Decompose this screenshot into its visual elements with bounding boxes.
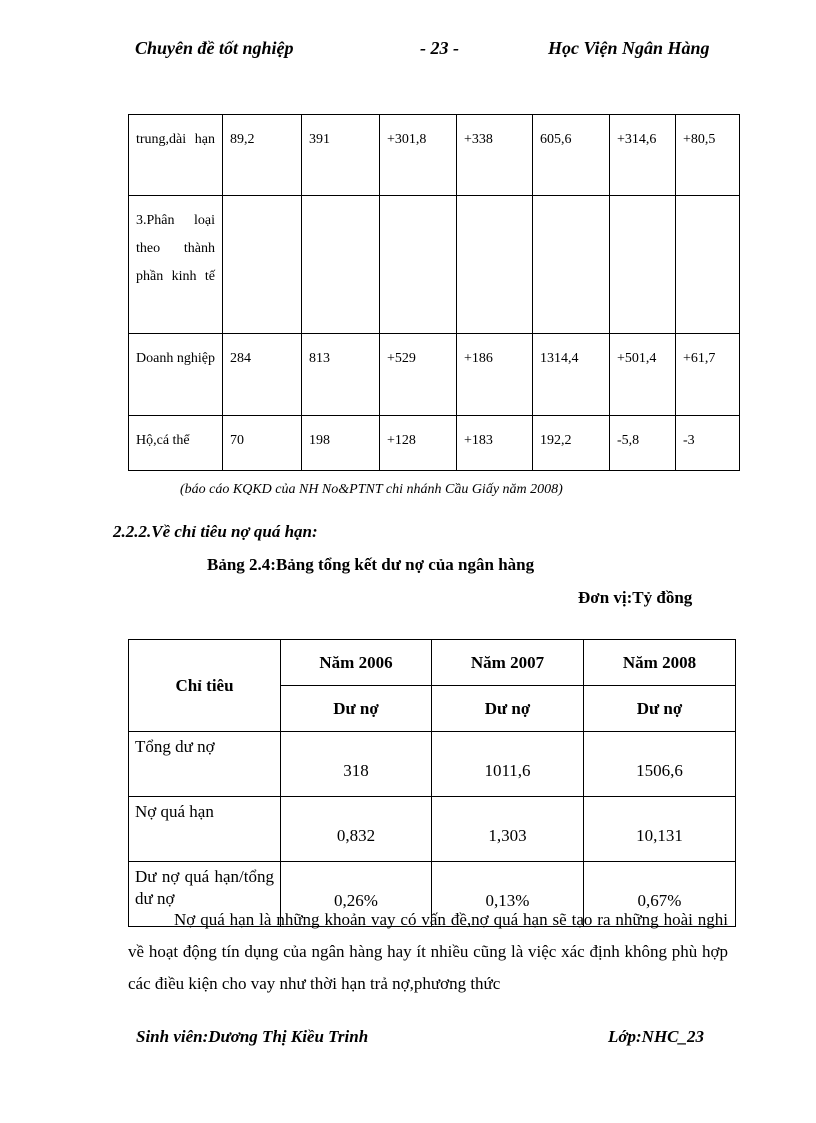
column-header-indicator: Chỉ tiêu	[129, 640, 281, 732]
table-cell: 813	[302, 334, 380, 416]
table-cell	[380, 196, 457, 334]
section-heading: 2.2.2.Về chỉ tiêu nợ quá hạn:	[113, 522, 318, 541]
table-cell: +183	[457, 416, 533, 471]
table-cell: 284	[223, 334, 302, 416]
unit-label: Đơn vị:Tỷ đồng	[578, 588, 693, 607]
table-title: Bảng 2.4:Bảng tổng kết dư nợ của ngân hàng	[207, 555, 535, 574]
table-cell: +128	[380, 416, 457, 471]
table-cell: 0,67%	[584, 862, 736, 927]
table-cell	[457, 196, 533, 334]
header-document-title: Chuyên đề tốt nghiệp	[135, 38, 294, 58]
table-cell: 391	[302, 115, 380, 196]
source-note: (báo cáo KQKD của NH No&PTNT chi nhánh Cầu Giấy năm 2008)	[180, 482, 563, 497]
paragraph-text: Nợ quá hạn là những khoản vay có vấn đề,nợ quá hạn sẽ tạo ra những hoài nghi về hoạt động tín dụng của ngân hàng hay ít nhiều cũng là việc xác định không phù hợp các điều kiện cho vay như thời hạn trả nợ,phương thức	[128, 910, 728, 993]
table-cell: +301,8	[380, 115, 457, 196]
footer-student: Sinh viên:Dương Thị Kiều Trinh	[136, 1027, 369, 1046]
column-subheader: Dư nợ	[584, 686, 736, 732]
table-cell	[676, 196, 740, 334]
table-cell: 198	[302, 416, 380, 471]
debt-summary-table	[128, 639, 736, 927]
table-cell: 70	[223, 416, 302, 471]
row-label: Hộ,cá thể	[129, 416, 223, 471]
table-cell: 1506,6	[584, 732, 736, 797]
table-row	[129, 732, 736, 797]
table-cell: +61,7	[676, 334, 740, 416]
table-row	[129, 416, 740, 471]
row-label: 3.Phân loại theo thành phần kinh tế	[129, 196, 223, 334]
table-header-row	[129, 640, 736, 686]
table-cell: +501,4	[610, 334, 676, 416]
table-cell: 192,2	[533, 416, 610, 471]
table-cell: 89,2	[223, 115, 302, 196]
table-cell	[610, 196, 676, 334]
row-label: Dư nợ quá hạn/tổng dư nợ	[129, 862, 281, 927]
table-row	[129, 196, 740, 334]
table-cell	[533, 196, 610, 334]
column-header-year: Năm 2008	[584, 640, 736, 686]
table-cell: +314,6	[610, 115, 676, 196]
table-cell: +338	[457, 115, 533, 196]
table-cell	[223, 196, 302, 334]
column-subheader: Dư nợ	[432, 686, 584, 732]
table-cell: 1011,6	[432, 732, 584, 797]
table-cell	[302, 196, 380, 334]
table-cell: 1314,4	[533, 334, 610, 416]
table-cell: -5,8	[610, 416, 676, 471]
row-label: Doanh nghiệp	[129, 334, 223, 416]
table-cell: 605,6	[533, 115, 610, 196]
footer-class: Lớp:NHC_23	[608, 1027, 705, 1046]
table-cell: +529	[380, 334, 457, 416]
table-cell: 0,832	[281, 797, 432, 862]
column-header-year: Năm 2007	[432, 640, 584, 686]
credit-breakdown-table	[128, 114, 740, 471]
header-institution: Học Viện Ngân Hàng	[548, 38, 710, 58]
row-label: Nợ quá hạn	[129, 797, 281, 862]
table-cell: 0,26%	[281, 862, 432, 927]
table-cell: +80,5	[676, 115, 740, 196]
table-row	[129, 797, 736, 862]
table-cell: 318	[281, 732, 432, 797]
row-label: Tổng dư nợ	[129, 732, 281, 797]
table-row	[129, 115, 740, 196]
table-row	[129, 334, 740, 416]
column-header-year: Năm 2006	[281, 640, 432, 686]
table-cell: 0,13%	[432, 862, 584, 927]
body-paragraph	[128, 904, 728, 1000]
table-cell: 1,303	[432, 797, 584, 862]
table-cell: 10,131	[584, 797, 736, 862]
table-cell: +186	[457, 334, 533, 416]
table-cell: -3	[676, 416, 740, 471]
column-subheader: Dư nợ	[281, 686, 432, 732]
row-label: trung,dài hạn	[129, 115, 223, 196]
header-page-number: - 23 -	[420, 38, 459, 58]
